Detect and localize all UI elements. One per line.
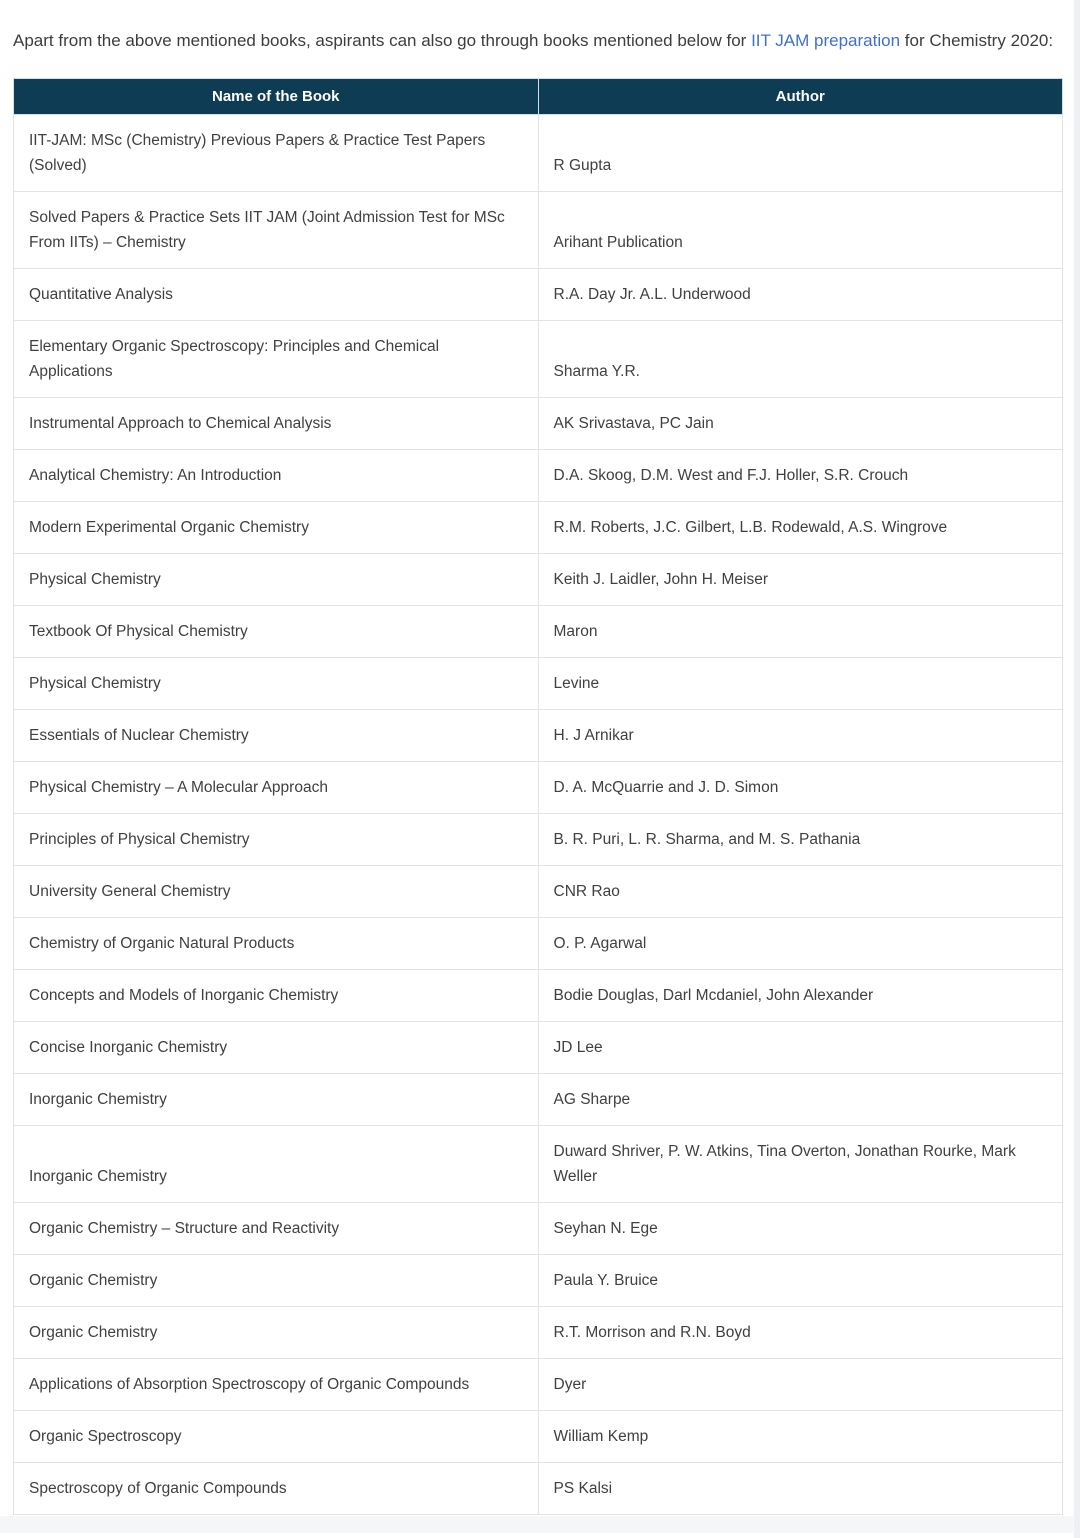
author-cell: B. R. Puri, L. R. Sharma, and M. S. Pathania: [538, 814, 1063, 866]
table-row: [14, 1022, 1063, 1074]
book-name-cell: IIT-JAM: MSc (Chemistry) Previous Papers & Practice Test Papers (Solved): [14, 115, 539, 192]
book-name-cell: Spectroscopy of Organic Compounds: [14, 1463, 539, 1515]
author-cell: Levine: [538, 658, 1063, 710]
table-row: [14, 1307, 1063, 1359]
book-name-cell: Physical Chemistry – A Molecular Approach: [14, 762, 539, 814]
table-row: [14, 918, 1063, 970]
table-row: [14, 1463, 1063, 1515]
book-name-cell: Essentials of Nuclear Chemistry: [14, 710, 539, 762]
author-cell: Keith J. Laidler, John H. Meiser: [538, 554, 1063, 606]
table-row: [14, 554, 1063, 606]
table-row: [14, 866, 1063, 918]
table-header-row: [14, 79, 1063, 115]
intro-text-before: Apart from the above mentioned books, aspirants can also go through books mentioned below for: [13, 31, 752, 50]
table-row: [14, 502, 1063, 554]
author-cell: JD Lee: [538, 1022, 1063, 1074]
author-cell: O. P. Agarwal: [538, 918, 1063, 970]
intro-text-after: for Chemistry 2020:: [900, 31, 1054, 50]
author-cell: H. J Arnikar: [538, 710, 1063, 762]
book-name-cell: University General Chemistry: [14, 866, 539, 918]
book-name-cell: Textbook Of Physical Chemistry: [14, 606, 539, 658]
scrollbar-track[interactable]: [1073, 0, 1080, 1538]
table-row: [14, 1074, 1063, 1126]
book-name-cell: Inorganic Chemistry: [14, 1126, 539, 1203]
book-name-cell: Concise Inorganic Chemistry: [14, 1022, 539, 1074]
book-name-cell: Concepts and Models of Inorganic Chemistry: [14, 970, 539, 1022]
table-row: [14, 1359, 1063, 1411]
table-row: [14, 450, 1063, 502]
book-name-cell: Elementary Organic Spectroscopy: Principles and Chemical Applications: [14, 321, 539, 398]
table-row: [14, 1255, 1063, 1307]
author-cell: Maron: [538, 606, 1063, 658]
author-cell: AG Sharpe: [538, 1074, 1063, 1126]
table-row: [14, 1411, 1063, 1463]
table-row: [14, 192, 1063, 269]
author-cell: William Kemp: [538, 1411, 1063, 1463]
author-cell: Seyhan N. Ege: [538, 1203, 1063, 1255]
table-row: [14, 606, 1063, 658]
book-name-cell: Chemistry of Organic Natural Products: [14, 918, 539, 970]
book-name-cell: Organic Spectroscopy: [14, 1411, 539, 1463]
intro-paragraph: [13, 24, 1063, 57]
book-name-cell: Inorganic Chemistry: [14, 1074, 539, 1126]
author-cell: Bodie Douglas, Darl Mcdaniel, John Alexander: [538, 970, 1063, 1022]
book-name-cell: Principles of Physical Chemistry: [14, 814, 539, 866]
author-cell: Duward Shriver, P. W. Atkins, Tina Overton, Jonathan Rourke, Mark Weller: [538, 1126, 1063, 1203]
book-name-cell: Modern Experimental Organic Chemistry: [14, 502, 539, 554]
iit-jam-preparation-link[interactable]: IIT JAM preparation: [751, 31, 901, 50]
book-name-cell: Organic Chemistry: [14, 1307, 539, 1359]
author-cell: Paula Y. Bruice: [538, 1255, 1063, 1307]
author-cell: R.A. Day Jr. A.L. Underwood: [538, 269, 1063, 321]
author-cell: D.A. Skoog, D.M. West and F.J. Holler, S.R. Crouch: [538, 450, 1063, 502]
book-name-cell: Quantitative Analysis: [14, 269, 539, 321]
author-cell: PS Kalsi: [538, 1463, 1063, 1515]
column-header-book-name: Name of the Book: [14, 79, 539, 115]
table-row: [14, 814, 1063, 866]
page-bottom-gutter: [0, 1516, 1080, 1533]
table-row: [14, 321, 1063, 398]
author-cell: R.T. Morrison and R.N. Boyd: [538, 1307, 1063, 1359]
book-name-cell: Instrumental Approach to Chemical Analysis: [14, 398, 539, 450]
author-cell: D. A. McQuarrie and J. D. Simon: [538, 762, 1063, 814]
author-cell: R.M. Roberts, J.C. Gilbert, L.B. Rodewald, A.S. Wingrove: [538, 502, 1063, 554]
author-cell: Dyer: [538, 1359, 1063, 1411]
author-cell: Sharma Y.R.: [538, 321, 1063, 398]
table-row: [14, 658, 1063, 710]
book-name-cell: Analytical Chemistry: An Introduction: [14, 450, 539, 502]
book-name-cell: Physical Chemistry: [14, 554, 539, 606]
book-name-cell: Solved Papers & Practice Sets IIT JAM (Joint Admission Test for MSc From IITs) – Chemistry: [14, 192, 539, 269]
book-name-cell: Physical Chemistry: [14, 658, 539, 710]
book-name-cell: Applications of Absorption Spectroscopy of Organic Compounds: [14, 1359, 539, 1411]
table-row: [14, 1203, 1063, 1255]
book-name-cell: Organic Chemistry – Structure and Reactivity: [14, 1203, 539, 1255]
table-row: [14, 762, 1063, 814]
table-row: [14, 115, 1063, 192]
column-header-author: Author: [538, 79, 1063, 115]
books-table: [13, 78, 1063, 1515]
table-row: [14, 710, 1063, 762]
author-cell: AK Srivastava, PC Jain: [538, 398, 1063, 450]
table-row: [14, 398, 1063, 450]
book-name-cell: Organic Chemistry: [14, 1255, 539, 1307]
table-body: [14, 115, 1063, 1515]
author-cell: R Gupta: [538, 115, 1063, 192]
table-row: [14, 269, 1063, 321]
table-head: [14, 79, 1063, 115]
table-row: [14, 970, 1063, 1022]
author-cell: CNR Rao: [538, 866, 1063, 918]
table-row: [14, 1126, 1063, 1203]
author-cell: Arihant Publication: [538, 192, 1063, 269]
